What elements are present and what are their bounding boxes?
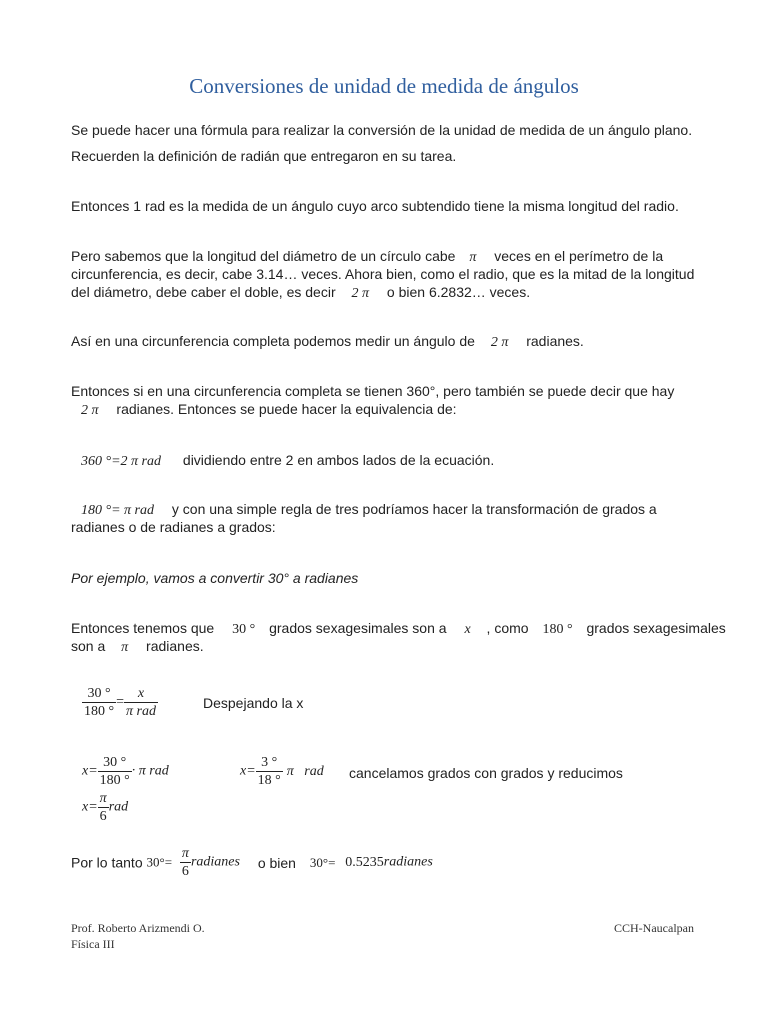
thirty-degrees-equals: 30°= [309,854,336,870]
denominator: 180 ° [84,704,115,719]
footer-school: CCH-Naucalpan [614,921,694,935]
page-title: Conversiones de unidad de medida de ángulos [189,74,579,98]
paragraph-rad-definition: Entonces 1 rad es la medida de un ángulo cuyo arco subtendido tiene la misma longitud del radio. [71,198,679,214]
text: o bien [257,854,296,871]
footer-left [71,920,205,952]
text: grados sexagesimales son a [269,620,447,636]
radianes-unit: radianes [190,854,240,870]
numerator: 30 ° [98,754,132,772]
denominator: 6 [99,809,107,824]
fraction-30-over-180 [98,754,132,789]
paragraph-diameter-line1 [71,247,701,267]
pi-symbol: π [469,250,477,265]
text: grados sexagesimales [586,620,726,636]
rad-unit: rad [108,799,129,815]
x-equals: x= [82,799,98,815]
paragraph-diameter-line2: circunferencia, es decir, cabe 3.14… veces. Ahora bien, como el radio, que es la mitad de la longitud [71,266,695,282]
text: radianes. [526,333,584,349]
x-equals: x= [240,763,256,779]
numerator: π [181,846,189,861]
text: Pero sabemos que la longitud del diámetro de un círculo cabe [71,248,456,264]
numerator: π [99,791,107,806]
text: Entonces tenemos que [71,620,215,636]
text: y con una simple regla de tres podríamos hacer la transformación de grados a [171,501,657,517]
step3-equation [82,790,128,825]
footer-course: Física III [71,937,115,951]
equation-360 [71,451,701,471]
text: , como [486,620,529,636]
thirty-degrees-equals: 30°= [146,854,173,870]
fraction-pi-over-6 [180,845,191,880]
x-equals: x= [82,763,98,779]
denominator: π rad [126,704,156,719]
cancel-text: cancelamos grados con grados y reducimos [349,765,623,781]
decimal-value: 0.5235 [345,854,384,870]
paragraph-rule-of-three-line1 [71,619,726,639]
equation-180-expr: 180 °= π rad [81,503,155,518]
denominator: 6 [180,862,191,880]
two-pi-symbol: 2 π [490,335,509,350]
x-variable: x [464,622,471,637]
fraction-3-over-18 [256,754,283,789]
denominator: 18 ° [257,773,281,788]
numerator: x [124,685,158,703]
pi-rad: · π rad [131,763,169,779]
text: Por lo tanto [71,854,143,871]
paragraph-rule-of-three-line2 [71,637,701,657]
equation-360-expr: 360 °=2 π rad [81,454,162,469]
one-eighty-degrees: 180 ° [542,622,573,637]
text: Así en una circunferencia completa podemos medir un ángulo de [71,333,475,349]
paragraph-360-line2 [71,400,701,420]
text: son a [71,638,106,654]
numerator: 3 ° [256,754,283,772]
pi-rad: π rad [286,763,324,779]
fraction-pi-over-6 [98,790,109,825]
two-pi-symbol: 2 π [351,286,370,301]
text: del diámetro, debe caber el doble, es decir [71,284,336,300]
text: radianes. [146,638,204,654]
equals-sign: = [116,694,125,710]
radianes-unit: radianes [383,854,433,870]
two-pi-symbol: 2 π [81,403,99,418]
paragraph-360-line1: Entonces si en una circunferencia completa se tienen 360°, pero también se puede decir que hay [71,383,675,399]
equation-180-line2: radianes o de radianes a grados: [71,519,276,535]
denominator: 180 ° [99,773,130,788]
fraction-x-over-pi-rad [124,685,158,720]
example-heading: Por ejemplo, vamos a convertir 30° a radianes [71,570,359,586]
text: radianes. Entonces se puede hacer la equivalencia de: [116,401,457,417]
final-result [71,845,433,880]
proportion-equation [82,685,158,720]
step1-equation [82,754,169,789]
numerator: 30 ° [82,685,116,703]
paragraph-full-circle [71,332,701,352]
equation-180-line1 [71,500,701,520]
pi-symbol: π [121,640,129,655]
paragraph-radian-definition: Recuerden la definición de radián que entregaron en su tarea. [71,148,457,164]
text: veces en el perímetro de la [494,248,664,264]
fraction-30-over-180 [82,685,116,720]
footer-author: Prof. Roberto Arizmendi O. [71,921,205,935]
paragraph-formula-intro: Se puede hacer una fórmula para realizar la conversión de la unidad de medida de un ángulo plano. [71,122,693,138]
paragraph-diameter-line3 [71,283,701,303]
thirty-degrees: 30 ° [232,622,256,637]
step2-equation [240,754,324,789]
text: dividiendo entre 2 en ambos lados de la ecuación. [182,452,495,468]
text: o bien 6.2832… veces. [386,284,531,300]
despejando-label: Despejando la x [203,695,304,711]
